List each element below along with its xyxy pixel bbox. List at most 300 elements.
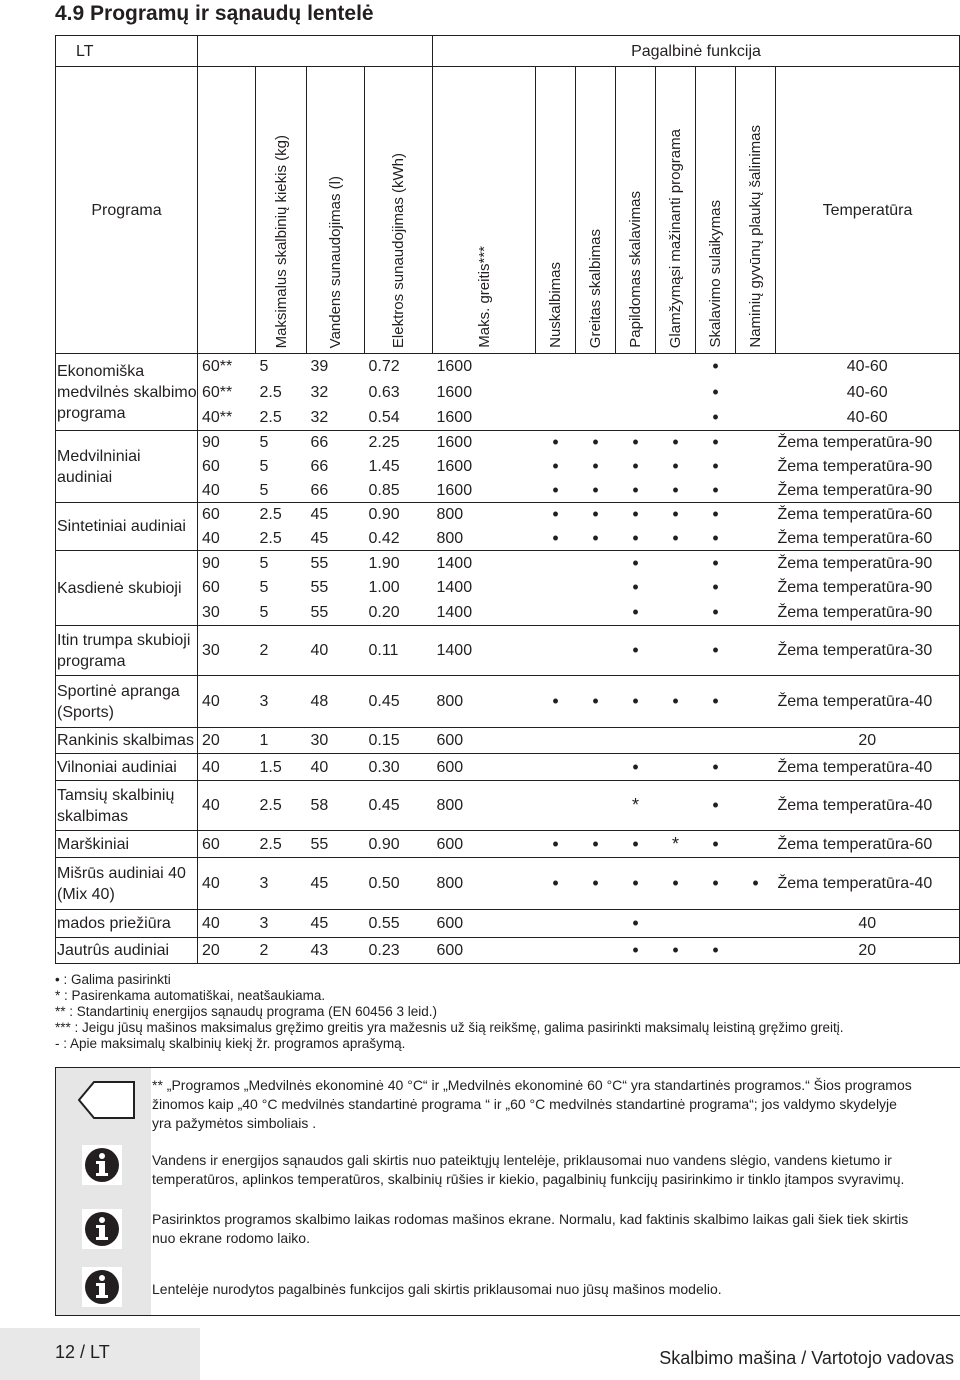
cell-speed: 1400 xyxy=(433,551,536,576)
cell-temp-max: 60 xyxy=(202,458,220,475)
legend-item: * : Pasirenkama automatiškai, neatšaukiama. xyxy=(55,988,326,1003)
cell-water: 55 xyxy=(310,603,329,621)
cell-anticrease xyxy=(656,626,696,676)
cell-water: 45 xyxy=(307,858,365,910)
cell-energy: 0.55 xyxy=(365,910,433,938)
col-rinse-header: Papildomas skalavimas xyxy=(627,191,644,348)
cell-rinse: • xyxy=(632,601,639,622)
cell-prewash xyxy=(536,626,576,676)
cell-rinsehold: • xyxy=(696,754,736,781)
cell-anticrease xyxy=(656,781,696,831)
cell-anticrease xyxy=(656,354,696,380)
cell-rinsehold: • xyxy=(712,527,719,548)
table-row xyxy=(56,831,960,858)
cell-speed: 600 xyxy=(433,831,536,858)
cell-temp-max: 40 xyxy=(198,754,256,781)
cell-energy: 0.50 xyxy=(365,858,433,910)
cell-quick xyxy=(576,754,616,781)
cell-water: 45 xyxy=(310,529,329,547)
cell-temp-max: 40 xyxy=(202,529,220,547)
cell-load: 5 xyxy=(259,458,269,475)
cell-water: 45 xyxy=(307,503,365,527)
cell-load: 2.5 xyxy=(259,408,282,426)
cell-prewash xyxy=(536,600,576,626)
cell-pethair xyxy=(736,938,776,964)
cell-prewash xyxy=(536,754,576,781)
cell-rinsehold: • xyxy=(712,601,719,622)
cell-temp-max: 90 xyxy=(198,551,256,576)
cell-energy: 0.15 xyxy=(365,728,433,754)
cell-energy: 0.63 xyxy=(368,383,400,401)
cell-prewash xyxy=(536,781,576,831)
program-table xyxy=(55,35,960,964)
table-row xyxy=(56,551,960,576)
cell-speed: 600 xyxy=(433,910,536,938)
cell-energy: 0.23 xyxy=(365,938,433,964)
cell-speed: 800 xyxy=(436,529,464,547)
cell-temp-max: 30 xyxy=(198,626,256,676)
temperature-header: Temperatūra xyxy=(776,67,960,354)
cell-quick xyxy=(576,576,616,600)
cell-temperature: Žema temperatūra-40 xyxy=(776,754,960,781)
cell-quick xyxy=(576,380,616,405)
cell-water: 43 xyxy=(307,938,365,964)
cell-temperature: 40 xyxy=(776,910,960,938)
cell-temperature: Žema temperatūra-90 xyxy=(776,576,960,600)
cell-quick xyxy=(576,551,616,576)
cell-pethair xyxy=(736,754,776,781)
program-rows xyxy=(56,354,960,964)
cell-water: 30 xyxy=(307,728,365,754)
cell-speed: 600 xyxy=(433,938,536,964)
cell-pethair xyxy=(736,576,776,600)
cell-rinse: • xyxy=(616,431,656,455)
info-note-standard: ** „Programos „Medvilnės ekonominė 40 °C“ ir „Medvilnės ekonominė 60 °C“ yra standartinės programos.“ Šios programos žinomos kaip „40 °C medvilnės standartinė programa “ ir „60 °C medvilnės standartinė programa“; jos valdymo skydelyje yra pažymėtos simboliais . xyxy=(152,1077,912,1131)
cell-water: 55 xyxy=(310,579,329,596)
cell-energy: 0.90 xyxy=(365,831,433,858)
cell-energy: 0.45 xyxy=(365,676,433,728)
cell-load: 2 xyxy=(256,938,307,964)
info-note-consumption: Vandens ir energijos sąnaudos gali skirtis nuo pateiktųjų lentelėje, priklausomai nuo vandens slėgio, vandens kietumo ir temperatūros, aplinkos temperatūros, skalbinių rūšies ir kiekio, pagalbinių funkcijų pasirinkimo ir tinklo įtampos svyravimų. xyxy=(152,1152,905,1187)
cell-pethair xyxy=(736,455,776,479)
cell-speed: 800 xyxy=(433,858,536,910)
cell-load: 2.5 xyxy=(259,529,282,547)
cell-temp-max: 40 xyxy=(198,910,256,938)
cell-energy: 0.42 xyxy=(368,529,400,547)
cell-load: 1.5 xyxy=(256,754,307,781)
info-icon xyxy=(81,1208,123,1250)
program-name-synthetic: Sintetiniai audiniai xyxy=(56,503,198,551)
legend-item: ** : Standartinių energijos sąnaudų programa (EN 60456 3 leid.) xyxy=(55,1004,437,1019)
cell-rinsehold: • xyxy=(696,503,736,527)
document-title: Skalbimo mašina / Vartotojo vadovas xyxy=(659,1348,954,1368)
cell-energy: 0.30 xyxy=(365,754,433,781)
cell-temp-max: 40 xyxy=(202,481,220,499)
cell-prewash xyxy=(536,405,576,431)
cell-load: 2.5 xyxy=(256,781,307,831)
cell-speed: 600 xyxy=(433,728,536,754)
cell-temperature: Žema temperatūra-60 xyxy=(776,831,960,858)
cell-energy: 1.00 xyxy=(368,579,400,596)
cell-energy: 0.45 xyxy=(365,781,433,831)
cell-energy: 0.54 xyxy=(368,408,400,426)
table-row xyxy=(56,728,960,754)
cell-anticrease xyxy=(656,405,696,431)
cell-prewash xyxy=(536,576,576,600)
cell-rinse: • xyxy=(616,626,656,676)
cell-quick xyxy=(576,728,616,754)
cell-rinse xyxy=(616,354,656,380)
cell-speed: 800 xyxy=(433,676,536,728)
cell-temperature: Žema temperatūra-40 xyxy=(776,858,960,910)
cell-pethair xyxy=(736,600,776,626)
cell-rinsehold: • xyxy=(696,431,736,455)
cell-anticrease xyxy=(656,380,696,405)
cell-temperature: Žema temperatūra-90 xyxy=(776,551,960,576)
cell-anticrease xyxy=(656,728,696,754)
cell-rinsehold: • xyxy=(696,626,736,676)
legend-item: • : Galima pasirinkti xyxy=(55,972,171,987)
cell-quick: • xyxy=(576,503,616,527)
table-row xyxy=(56,858,960,910)
cell-energy: 0.20 xyxy=(368,603,400,621)
lang-label: LT xyxy=(56,36,198,67)
cell-rinse: • xyxy=(616,551,656,576)
cell-load: 5 xyxy=(259,579,269,596)
col-energy-header: Elektros sunaudojimas (kWh) xyxy=(390,152,407,348)
cell-pethair xyxy=(736,354,776,380)
cell-rinse xyxy=(616,405,656,431)
cell-rinsehold: • xyxy=(696,831,736,858)
cell-prewash: • xyxy=(536,858,576,910)
cell-quick xyxy=(576,405,616,431)
program-name-mix: Mišrūs audiniai 40 (Mix 40) xyxy=(56,858,198,910)
cell-pethair xyxy=(736,551,776,576)
program-name-delicate: Jautrûs audiniai xyxy=(56,938,198,964)
cell-rinse xyxy=(616,380,656,405)
cell-pethair xyxy=(736,728,776,754)
cell-rinse: • xyxy=(632,456,639,476)
cell-speed: 1600 xyxy=(436,383,473,401)
cell-speed: 1600 xyxy=(436,358,473,376)
cell-rinse: • xyxy=(616,910,656,938)
cell-temp-max: 60 xyxy=(198,831,256,858)
cell-rinse: * xyxy=(616,781,656,831)
info-icon xyxy=(81,1144,123,1186)
program-name-hand: Rankinis skalbimas xyxy=(56,728,198,754)
cell-prewash: • xyxy=(536,431,576,455)
cell-speed: 1400 xyxy=(433,626,536,676)
cell-temperature: Žema temperatūra-40 xyxy=(776,781,960,831)
cell-quick xyxy=(576,781,616,831)
cell-water: 40 xyxy=(307,626,365,676)
cell-rinse: • xyxy=(632,479,639,500)
cell-temp-max: 30 xyxy=(202,603,220,621)
program-name-sports: Sportinė apranga (Sports) xyxy=(56,676,198,728)
table-row xyxy=(56,503,960,527)
col-prewash-header: Nuskalbimas xyxy=(547,262,564,348)
cell-energy: 0.85 xyxy=(368,481,400,499)
cell-temperature: 40-60 xyxy=(776,405,960,431)
cell-pethair xyxy=(736,380,776,405)
cell-water: 55 xyxy=(307,831,365,858)
cell-load: 3 xyxy=(256,858,307,910)
cell-rinse: • xyxy=(616,676,656,728)
program-name-fashion: mados priežiūra xyxy=(56,910,198,938)
cell-load: 5 xyxy=(256,551,307,576)
cell-prewash xyxy=(536,380,576,405)
cell-pethair: • xyxy=(736,858,776,910)
cell-pethair xyxy=(736,431,776,455)
cell-prewash: • xyxy=(552,527,559,548)
cell-rinsehold xyxy=(696,910,736,938)
cell-anticrease: • xyxy=(672,479,679,500)
cell-load: 5 xyxy=(259,481,269,499)
legend-item: - : Apie maksimalų skalbinių kiekį žr. programos aprašymą. xyxy=(55,1036,406,1051)
col-pethair-header: Naminių gyvūnų plaukų šalinimas xyxy=(747,125,764,348)
program-name-cotton: Medvilniniai audiniai xyxy=(56,431,198,503)
table-row xyxy=(56,938,960,964)
standard-program-tag-icon xyxy=(78,1080,136,1120)
cell-rinsehold: • xyxy=(696,676,736,728)
cell-load: 2 xyxy=(256,626,307,676)
cell-water: 39 xyxy=(310,358,329,376)
cell-pethair xyxy=(736,479,776,503)
cell-temperature: Žema temperatūra-90 xyxy=(776,431,960,455)
cell-temp-max: 40 xyxy=(198,781,256,831)
cell-rinsehold: • xyxy=(712,356,719,377)
program-name-xpress: Itin trumpa skubioji programa xyxy=(56,626,198,676)
cell-quick xyxy=(576,626,616,676)
cell-temp-max: 60** xyxy=(202,383,233,401)
table-row xyxy=(56,910,960,938)
program-name-daily: Kasdienė skubioji xyxy=(56,551,198,626)
cell-quick: • xyxy=(576,831,616,858)
cell-speed: 1600 xyxy=(436,458,473,475)
program-name-wool: Vilnoniai audiniai xyxy=(56,754,198,781)
cell-rinse: • xyxy=(616,831,656,858)
cell-temperature: 40-60 xyxy=(776,354,960,380)
program-name-eco: Ekonomiška medvilnės skalbimo programa xyxy=(56,354,198,431)
cell-temp-max: 20 xyxy=(198,728,256,754)
col-water-header: Vandens sunaudojimas (l) xyxy=(327,175,344,348)
cell-temp-max: 20 xyxy=(198,938,256,964)
cell-rinsehold: • xyxy=(712,577,719,597)
cell-water: 55 xyxy=(307,551,365,576)
legend xyxy=(55,972,844,1052)
cell-quick: • xyxy=(592,527,599,548)
cell-temp-max: 60 xyxy=(202,579,220,596)
cell-pethair xyxy=(736,626,776,676)
cell-quick: • xyxy=(576,431,616,455)
cell-pethair xyxy=(736,831,776,858)
cell-rinse: • xyxy=(616,503,656,527)
cell-prewash xyxy=(536,728,576,754)
cell-load: 2.5 xyxy=(256,831,307,858)
cell-rinse: • xyxy=(632,527,639,548)
cell-load: 5 xyxy=(256,431,307,455)
cell-quick xyxy=(576,938,616,964)
cell-rinse: • xyxy=(616,754,656,781)
cell-energy: 1.90 xyxy=(365,551,433,576)
cell-load: 5 xyxy=(259,358,269,376)
cell-rinsehold: • xyxy=(712,406,719,427)
cell-load: 2.5 xyxy=(259,383,282,401)
cell-speed: 800 xyxy=(433,503,536,527)
cell-anticrease: • xyxy=(656,431,696,455)
cell-load: 2.5 xyxy=(256,503,307,527)
cell-prewash xyxy=(536,910,576,938)
cell-pethair xyxy=(736,781,776,831)
cell-temperature: Žema temperatūra-60 xyxy=(776,527,960,551)
cell-pethair xyxy=(736,676,776,728)
page-title: 4.9 Programų ir sąnaudų lentelė xyxy=(55,2,374,25)
cell-anticrease xyxy=(656,551,696,576)
cell-anticrease xyxy=(656,754,696,781)
cell-prewash: • xyxy=(536,676,576,728)
col-load-header: Maksimalus skalbinių kiekis (kg) xyxy=(272,134,290,348)
cell-temperature: 40-60 xyxy=(776,380,960,405)
cell-energy: 0.90 xyxy=(365,503,433,527)
cell-quick xyxy=(576,910,616,938)
cell-rinsehold: • xyxy=(696,781,736,831)
cell-rinse: • xyxy=(616,858,656,910)
cell-rinsehold: • xyxy=(696,551,736,576)
cell-quick xyxy=(576,600,616,626)
cell-anticrease: • xyxy=(672,456,679,476)
cell-temp-max: 40 xyxy=(198,858,256,910)
program-name-dark: Tamsių skalbinių skalbimas xyxy=(56,781,198,831)
cell-anticrease: • xyxy=(656,503,696,527)
col-rinsehold-header: Skalavimo sulaikymas xyxy=(707,200,724,348)
cell-speed: 1600 xyxy=(436,408,473,426)
cell-speed: 1600 xyxy=(433,431,536,455)
info-note-aux: Lentelėje nurodytos pagalbinės funkcijos gali skirtis priklausomai nuo jūsų mašinos modelio. xyxy=(152,1281,722,1297)
cell-load: 3 xyxy=(256,676,307,728)
cell-rinsehold: • xyxy=(712,381,719,402)
cell-anticrease: * xyxy=(656,831,696,858)
cell-quick: • xyxy=(592,456,599,476)
cell-quick: • xyxy=(592,479,599,500)
col-quick-header: Greitas skalbimas xyxy=(587,228,604,348)
cell-anticrease xyxy=(656,576,696,600)
cell-temperature: Žema temperatūra-40 xyxy=(776,676,960,728)
cell-prewash xyxy=(536,354,576,380)
table-row xyxy=(56,781,960,831)
info-box xyxy=(55,1067,960,1316)
cell-rinse: • xyxy=(616,938,656,964)
cell-prewash: • xyxy=(536,503,576,527)
cell-rinse xyxy=(616,728,656,754)
cell-energy: 0.11 xyxy=(365,626,433,676)
cell-temperature: Žema temperatūra-90 xyxy=(776,479,960,503)
cell-water: 40 xyxy=(307,754,365,781)
cell-temperature: 20 xyxy=(776,938,960,964)
cell-water: 66 xyxy=(307,431,365,455)
cell-prewash: • xyxy=(552,456,559,476)
cell-speed: 1400 xyxy=(436,579,473,596)
cell-water: 66 xyxy=(310,458,329,475)
cell-temp-max: 60** xyxy=(202,358,233,376)
cell-water: 48 xyxy=(307,676,365,728)
cell-speed: 1600 xyxy=(436,481,473,499)
cell-quick xyxy=(576,354,616,380)
cell-temperature: Žema temperatūra-90 xyxy=(776,455,960,479)
aux-function-header: Pagalbinė funkcija xyxy=(433,36,960,67)
cell-anticrease: • xyxy=(656,938,696,964)
cell-quick: • xyxy=(576,858,616,910)
cell-speed: 1400 xyxy=(436,603,473,621)
info-note-duration: Pasirinktos programos skalbimo laikas rodomas mašinos ekrane. Normalu, kad faktinis skalbimo laikas gali šiek tiek skirtis nuo ekrane rodomo laiko. xyxy=(152,1211,909,1246)
cell-energy: 1.45 xyxy=(368,458,400,475)
cell-anticrease xyxy=(656,910,696,938)
legend-item: *** : Jeigu jūsų mašinos maksimalus gręžimo greitis yra mažesnis už šią reikšmę, galima pasirinkti maksimalų leistiną gręžimo greitį. xyxy=(55,1020,844,1035)
cell-temp-max: 90 xyxy=(198,431,256,455)
cell-rinsehold: • xyxy=(696,938,736,964)
cell-water: 58 xyxy=(307,781,365,831)
cell-energy: 0.72 xyxy=(368,358,400,376)
info-icon xyxy=(81,1266,123,1308)
cell-temp-max: 40 xyxy=(198,676,256,728)
cell-pethair xyxy=(736,503,776,527)
cell-anticrease: • xyxy=(656,858,696,910)
cell-pethair xyxy=(736,405,776,431)
cell-temperature: 20 xyxy=(776,728,960,754)
cell-load: 1 xyxy=(256,728,307,754)
cell-rinsehold xyxy=(696,728,736,754)
cell-anticrease: • xyxy=(672,527,679,548)
cell-water: 32 xyxy=(310,383,329,401)
col-anticrease-header: Glamžymąsi mažinanti programa xyxy=(667,128,684,348)
cell-rinsehold: • xyxy=(712,456,719,476)
cell-temp-max: 40** xyxy=(202,408,233,426)
cell-water: 45 xyxy=(307,910,365,938)
cell-pethair xyxy=(736,910,776,938)
cell-temperature: Žema temperatūra-90 xyxy=(776,600,960,626)
cell-quick: • xyxy=(576,676,616,728)
cell-load: 3 xyxy=(256,910,307,938)
page-number: 12 / LT xyxy=(55,1342,110,1362)
cell-water: 32 xyxy=(310,408,329,426)
cell-speed: 800 xyxy=(433,781,536,831)
cell-anticrease: • xyxy=(656,676,696,728)
cell-rinsehold: • xyxy=(712,479,719,500)
cell-prewash: • xyxy=(552,479,559,500)
cell-energy: 2.25 xyxy=(365,431,433,455)
cell-temperature: Žema temperatūra-30 xyxy=(776,626,960,676)
table-row xyxy=(56,754,960,781)
cell-speed: 600 xyxy=(433,754,536,781)
cell-temperature: Žema temperatūra-60 xyxy=(776,503,960,527)
table-row xyxy=(56,676,960,728)
cell-rinsehold: • xyxy=(696,858,736,910)
cell-pethair xyxy=(736,527,776,551)
cell-prewash xyxy=(536,938,576,964)
table-row xyxy=(56,354,960,380)
program-header: Programa xyxy=(56,67,198,354)
cell-prewash xyxy=(536,551,576,576)
cell-prewash: • xyxy=(536,831,576,858)
cell-load: 5 xyxy=(259,603,269,621)
table-row xyxy=(56,431,960,455)
col-speed-header: Maks. greitis*** xyxy=(475,246,493,348)
program-name-shirts: Marškiniai xyxy=(56,831,198,858)
table-row xyxy=(56,626,960,676)
cell-anticrease xyxy=(656,600,696,626)
cell-temp-max: 60 xyxy=(198,503,256,527)
cell-water: 66 xyxy=(310,481,329,499)
cell-rinse: • xyxy=(632,577,639,597)
